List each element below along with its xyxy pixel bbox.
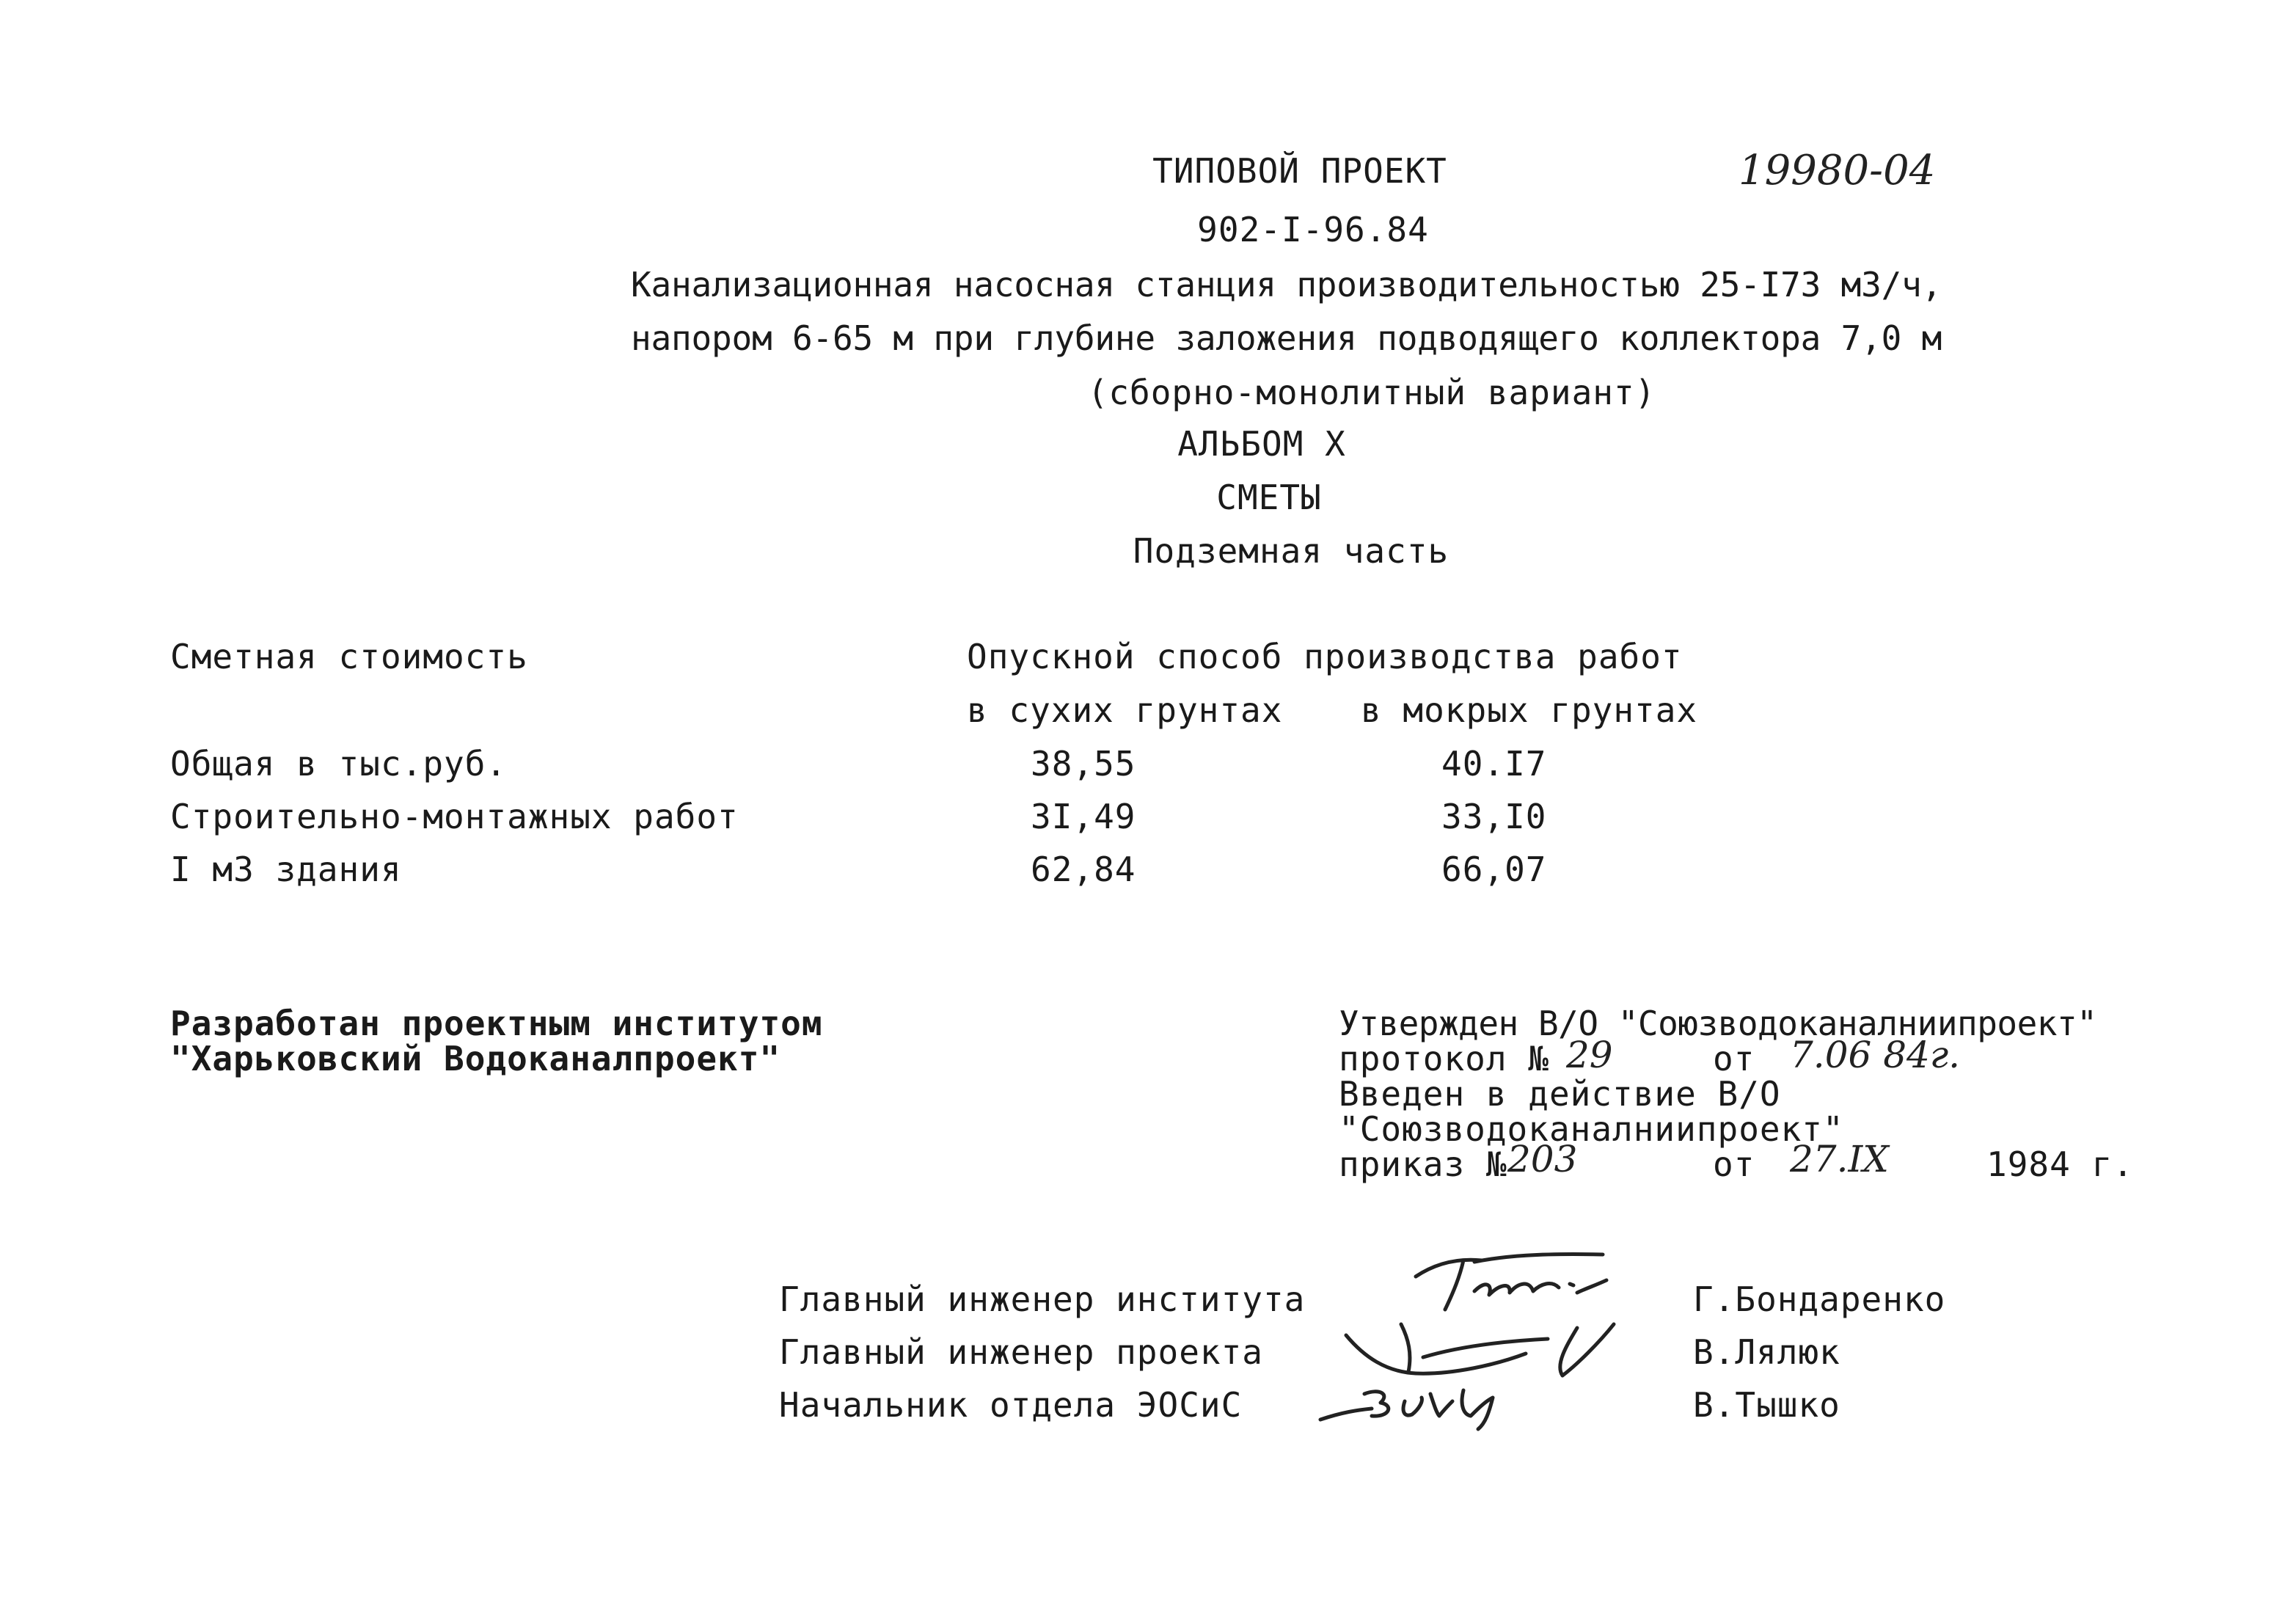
value-dry: 3I,49 xyxy=(1031,797,1136,836)
order-date-label: от xyxy=(1713,1144,1755,1184)
approval-line3: Введен в действие В/О xyxy=(1339,1074,1781,1114)
protocol-number: 29 xyxy=(1566,1034,1613,1076)
signatory-name: Г.Бондаренко xyxy=(1693,1279,1946,1319)
part-title: Подземная часть xyxy=(1133,531,1449,571)
order-number: 203 xyxy=(1507,1138,1578,1180)
signatory-position: Начальник отдела ЭОСиС xyxy=(779,1385,1243,1425)
method-group-header: Опускной способ производства работ xyxy=(967,637,1683,676)
row-label: I м3 здания xyxy=(170,850,402,889)
value-dry: 62,84 xyxy=(1031,850,1136,889)
column-header-wet: в мокрых грунтах xyxy=(1361,690,1698,730)
protocol-date-label: от xyxy=(1713,1039,1755,1078)
row-label: Общая в тыс.руб. xyxy=(170,744,508,784)
project-type: ТИПОВОЙ ПРОЕКТ xyxy=(1152,151,1447,191)
developer-line1: Разработан проектным институтом xyxy=(170,1004,823,1043)
value-dry: 38,55 xyxy=(1031,744,1136,784)
album-title: АЛЬБОМ X xyxy=(1177,424,1346,464)
project-title-line1: Канализационная насосная станция производительностью 25-I73 м3/ч, xyxy=(631,265,1942,304)
protocol-date: 7.06 84г. xyxy=(1790,1034,1961,1076)
project-title-line3: (сборно-монолитный вариант) xyxy=(1087,373,1656,412)
value-wet: 66,07 xyxy=(1441,850,1547,889)
project-title-line2: напором 6-65 м при глубине заложения подводящего коллектора 7,0 м xyxy=(631,318,1942,358)
row-label: Строительно-монтажных работ xyxy=(170,797,739,836)
signature-tyshko xyxy=(1313,1372,1533,1431)
section-title: СМЕТЫ xyxy=(1216,478,1322,517)
order-date: 27.IX xyxy=(1790,1138,1889,1180)
archive-number: 19980-04 xyxy=(1739,147,1936,194)
signatory-position: Главный инженер проекта xyxy=(779,1332,1263,1372)
signatory-name: В.Лялюк xyxy=(1693,1332,1840,1372)
protocol-label: протокол № xyxy=(1339,1039,1549,1078)
order-label: приказ № xyxy=(1339,1144,1507,1184)
column-header-dry: в сухих грунтах xyxy=(967,690,1283,730)
developer-line2: "Харьковский Водоканалпроект" xyxy=(170,1039,781,1078)
cost-label-header: Сметная стоимость xyxy=(170,637,528,676)
signature-bondarenko xyxy=(1394,1247,1636,1321)
signatory-name: В.Тышко xyxy=(1693,1385,1840,1425)
value-wet: 40.I7 xyxy=(1441,744,1547,784)
approval-line1: Утвержден В/О "Союзводоканалниипроект" xyxy=(1339,1004,2097,1043)
value-wet: 33,I0 xyxy=(1441,797,1547,836)
signatory-position: Главный инженер института xyxy=(779,1279,1306,1319)
order-year: 1984 г. xyxy=(1986,1144,2134,1184)
project-code: 902-I-96.84 xyxy=(1197,210,1429,249)
approval-line4: "Союзводоканалниипроект" xyxy=(1339,1109,1844,1149)
